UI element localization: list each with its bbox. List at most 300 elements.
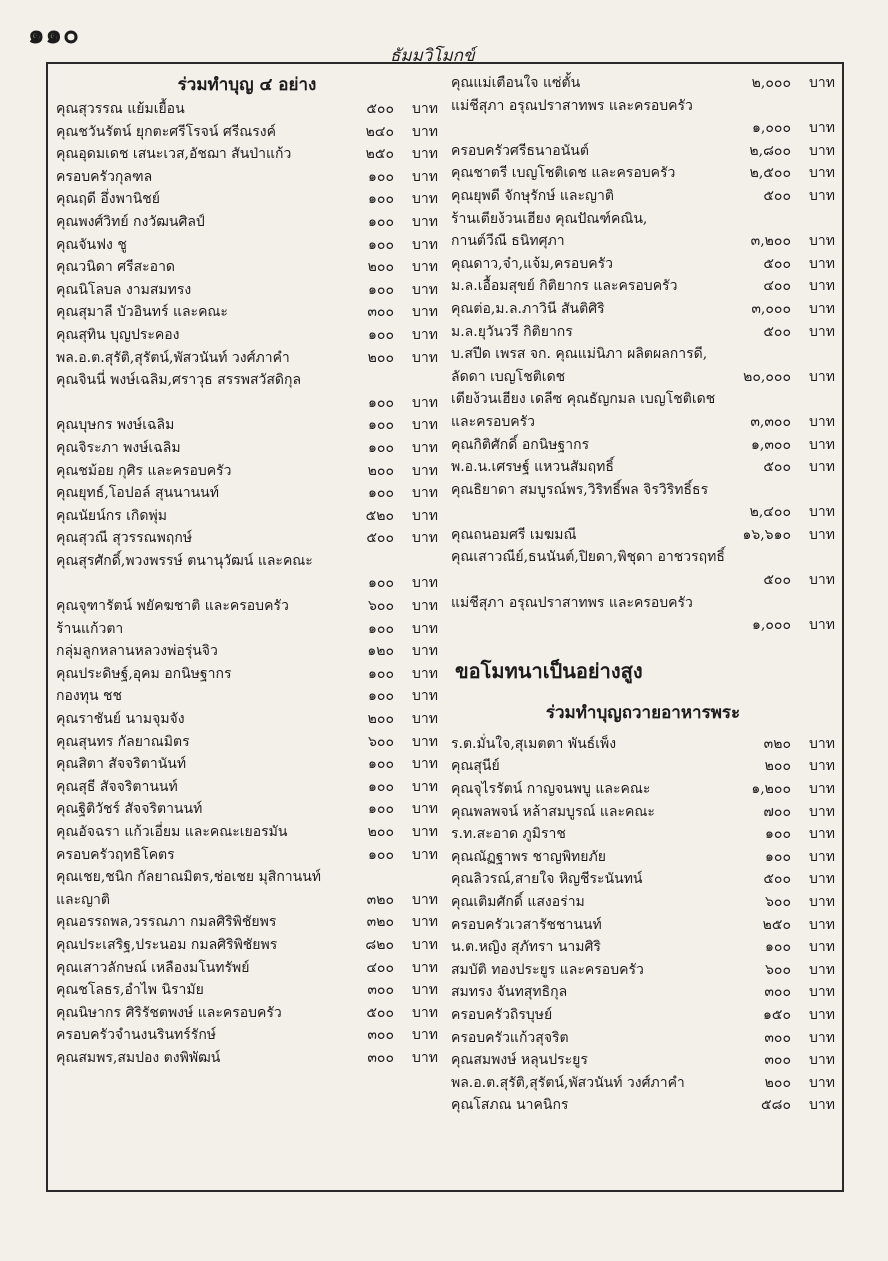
- donor-row: [451, 733, 835, 756]
- donor-name: แม่ชีสุภา อรุณปราสาทพร และครอบครัว: [451, 594, 693, 611]
- donation-amount: ๖๐๐: [765, 894, 791, 910]
- donor-row: [451, 868, 835, 891]
- donor-row: [451, 914, 835, 937]
- donation-amount: ๒,๘๐๐: [749, 142, 791, 159]
- donation-amount: ๑๐๐: [368, 236, 394, 253]
- donor-name: ลัดดา เบญโชติเดช: [451, 368, 566, 385]
- donor-row: [56, 301, 438, 324]
- donation-amount: ๓๐๐: [367, 1049, 394, 1066]
- donor-name: คุณแม่เตือนใจ แซ่ตั้น: [451, 75, 581, 91]
- donor-name: คุณเชย,ชนิก กัลยาณมิตร,ช่อเชย มุสิกานนท์: [56, 869, 322, 886]
- donor-row: [56, 618, 438, 641]
- donor-row: [56, 550, 438, 573]
- donor-name: สมบัติ ทองประยูร และครอบครัว: [451, 961, 644, 978]
- donor-name: คุณฐิติวัชร์ สัจจริตานนท์: [56, 801, 203, 818]
- donation-amount: ๑๐๐: [368, 846, 394, 863]
- four-merits-heading: ร่วมทำบุญ ๔ อย่าง: [177, 75, 317, 95]
- currency-unit: บาท: [809, 233, 835, 250]
- donor-row: [451, 569, 835, 592]
- currency-unit: บาท: [412, 259, 438, 276]
- currency-unit: บาท: [412, 281, 438, 298]
- currency-unit: บาท: [412, 891, 438, 908]
- donor-row: [56, 211, 438, 234]
- donor-name: คุณนิษากร ศิริรัชตพงษ์ และครอบครัว: [56, 1004, 282, 1021]
- currency-unit: บาท: [412, 191, 438, 208]
- donation-amount: ๑๖,๖๑๐: [742, 526, 791, 543]
- donor-row: [56, 957, 438, 980]
- donation-amount: ๑๐๐: [368, 191, 394, 208]
- donor-row: [56, 392, 438, 415]
- currency-unit: บาท: [412, 959, 438, 976]
- donation-amount: ๑,๓๐๐: [751, 436, 791, 453]
- donor-row: [56, 821, 438, 844]
- donation-amount: ๑๐๐: [368, 394, 394, 411]
- donor-name: ร้านแก้วตา: [56, 620, 124, 637]
- donation-amount: ๕๐๐: [763, 187, 791, 204]
- currency-unit: บาท: [809, 984, 835, 1001]
- donor-row: [451, 1027, 835, 1050]
- donor-name: คุณสุวณี สุวรรณพฤกษ์: [56, 530, 193, 547]
- currency-unit: บาท: [809, 916, 835, 933]
- donation-amount: ๒๕๐: [762, 916, 791, 933]
- donor-name: คุณราชันย์ นามจุมจัง: [56, 711, 185, 728]
- donor-name: คุณอรรถพล,วรรณภา กมลศิริพิชัยพร: [56, 914, 277, 931]
- donor-name: คุณฤดี อึ่งพานิชย์: [56, 191, 160, 208]
- donation-amount: ๒๐๐: [367, 259, 394, 276]
- donation-amount: ๑๐๐: [368, 168, 394, 185]
- donor-name: สมทรง จันทสุทธิกุล: [451, 984, 568, 1001]
- donor-name: คุณสุรศักดิ์,พวงพรรษ์ ตนานุวัฒน์ และคณะ: [56, 552, 313, 569]
- donation-amount: ๑๐๐: [765, 848, 791, 865]
- donor-row: [451, 117, 835, 140]
- donor-row: [451, 778, 835, 801]
- donor-row: [451, 72, 835, 95]
- currency-unit: บาท: [412, 1004, 438, 1021]
- donation-amount: ๖๐๐: [368, 598, 394, 615]
- donation-amount: ๒๐๐: [367, 462, 394, 479]
- donation-amount: ๑๐๐: [368, 485, 394, 502]
- donation-amount: ๑๐๐: [368, 575, 394, 592]
- donation-amount: ๕๐๐: [366, 1004, 394, 1021]
- donor-name: คุณณัฏฐาพร ชาญพิทยภัย: [451, 848, 606, 865]
- donation-amount: ๑๐๐: [368, 417, 394, 434]
- donor-row: [56, 347, 438, 370]
- donor-row: [56, 234, 438, 257]
- currency-unit: บาท: [412, 575, 438, 592]
- donor-row: [451, 1049, 835, 1072]
- donation-amount: ๕๐๐: [366, 530, 394, 547]
- donor-name: พล.อ.ต.สุรัติ,สุรัตน์,พัสวนันท์ วงศ์ภาคำ: [451, 1074, 685, 1091]
- donor-row: [451, 366, 835, 389]
- currency-unit: บาท: [412, 236, 438, 253]
- currency-unit: บาท: [412, 936, 438, 953]
- currency-unit: บาท: [809, 1074, 835, 1091]
- donor-name: กานต์วีณี ธนิทศุภา: [451, 233, 565, 250]
- currency-unit: บาท: [412, 778, 438, 795]
- donation-amount: ๓๒๐: [366, 914, 394, 931]
- donor-row: [451, 614, 835, 637]
- currency-unit: บาท: [412, 485, 438, 502]
- donor-name: และญาติ: [56, 891, 111, 908]
- donor-row: [56, 98, 438, 121]
- donor-row: [451, 592, 835, 615]
- donor-row: [56, 482, 438, 505]
- donation-amount: ๖๐๐: [765, 961, 791, 978]
- left-column: [56, 72, 438, 1070]
- donor-name: ครอบครัวจำนงนรินทร์รักษ์: [56, 1027, 217, 1044]
- currency-unit: บาท: [412, 598, 438, 615]
- donor-name: คุณถนอมศรี เมฆมณี: [451, 526, 577, 543]
- donor-row: [56, 640, 438, 663]
- donor-row: [56, 685, 438, 708]
- donation-amount: ๑๕๐: [762, 1006, 791, 1023]
- currency-unit: บาท: [412, 417, 438, 434]
- currency-unit: บาท: [809, 961, 835, 978]
- donor-row: [451, 823, 835, 846]
- donor-row: [451, 936, 835, 959]
- donation-amount: ๒๐๐: [367, 349, 394, 366]
- donor-name: กองทุน ชช: [56, 688, 122, 705]
- currency-unit: บาท: [809, 826, 835, 843]
- donation-amount: ๕๐๐: [763, 572, 791, 589]
- donor-row: [451, 208, 835, 231]
- currency-unit: บาท: [809, 459, 835, 476]
- donation-amount: ๑,๐๐๐: [752, 120, 791, 137]
- currency-unit: บาท: [412, 733, 438, 750]
- donor-name: คุณชโลธร,อำไพ นิรามัย: [56, 982, 204, 999]
- donor-name: คุณกิติศักดิ์ อกนิษฐากร: [451, 436, 590, 453]
- donor-row: [56, 256, 438, 279]
- donor-name: คุณอัจฉรา แก้วเอี่ยม และคณะเยอรมัน: [56, 824, 288, 840]
- donor-name: ร้านเตียง้วนเฮียง คุณปัณฑ์คณิน,: [451, 210, 648, 227]
- donor-row: [56, 437, 438, 460]
- donor-name: คุณสุทิน บุญประคอง: [56, 326, 180, 343]
- donor-name: คุณประเสริฐ,ประนอม กมลศิริพิชัยพร: [56, 936, 278, 953]
- currency-unit: บาท: [412, 462, 438, 479]
- donor-row: [451, 275, 835, 298]
- donor-row: [56, 143, 438, 166]
- donor-name: พ.อ.น.เศรษฐ์ แหวนสัมฤทธิ์: [451, 459, 614, 476]
- currency-unit: บาท: [809, 1052, 835, 1069]
- currency-unit: บาท: [412, 711, 438, 728]
- donor-name: คุณชวันรัตน์ ยุกตะศรีโรจน์ ศรีณรงค์: [56, 123, 276, 140]
- currency-unit: บาท: [809, 165, 835, 182]
- donation-amount: ๘๒๐: [365, 936, 394, 953]
- donor-name: ครอบครัวศรีธนาอนันต์: [451, 142, 589, 159]
- donor-name: คุณบุษกร พงษ์เฉลิม: [56, 417, 175, 434]
- currency-unit: บาท: [809, 1006, 835, 1023]
- donation-amount: ๕๐๐: [763, 255, 791, 272]
- donor-name: คุณสมพงษ์ หลุนประยูร: [451, 1052, 588, 1069]
- currency-unit: บาท: [412, 168, 438, 185]
- currency-unit: บาท: [809, 781, 835, 798]
- currency-unit: บาท: [412, 101, 438, 117]
- donor-name: คุณชม้อย กุศิร และครอบครัว: [56, 462, 232, 479]
- donation-amount: ๒๐๐: [764, 758, 791, 775]
- thanks-heading: ขอโมทนาเป็นอย่างสูง: [455, 658, 643, 683]
- donor-name: เตียง้วนเฮียง เดลีซ คุณธัญกมล เบญโชติเดช: [451, 391, 716, 408]
- donor-name: คุณโสภณ นาคนิกร: [451, 1097, 569, 1114]
- currency-unit: บาท: [809, 278, 835, 295]
- currency-unit: บาท: [809, 617, 835, 634]
- donation-amount: ๑๐๐: [368, 620, 394, 637]
- donation-amount: ๕๐๐: [763, 459, 791, 476]
- currency-unit: บาท: [809, 871, 835, 888]
- donor-row: [56, 324, 438, 347]
- currency-unit: บาท: [412, 326, 438, 343]
- donation-amount: ๗๐๐: [763, 803, 791, 820]
- currency-unit: บาท: [412, 982, 438, 999]
- currency-unit: บาท: [412, 1027, 438, 1044]
- donor-name: แม่ชีสุภา อรุณปราสาทพร และครอบครัว: [451, 97, 693, 114]
- donor-name: คุณเติมศักดิ์ แสงอร่าม: [451, 894, 585, 910]
- donor-row: [56, 776, 438, 799]
- donor-name: พล.อ.ต.สุรัติ,สุรัตน์,พัสวนันท์ วงศ์ภาคำ: [56, 349, 290, 366]
- donation-amount: ๕๒๐: [365, 507, 394, 524]
- donation-amount: ๕๘๐: [761, 1097, 791, 1114]
- donation-amount: ๑๐๐: [368, 213, 394, 230]
- donor-name: คุณนัยน์กร เกิดพุ่ม: [56, 507, 167, 524]
- donation-amount: ๒๕๐: [365, 146, 394, 163]
- donor-row: [56, 844, 438, 867]
- donor-list-frame: [46, 62, 844, 1192]
- donor-name: คุณวนิดา ศรีสะอาด: [56, 259, 176, 276]
- donor-name: คุณยุพดี จักษุรักษ์ และญาติ: [451, 187, 614, 204]
- donor-row: [451, 162, 835, 185]
- currency-unit: บาท: [809, 413, 835, 430]
- currency-unit: บาท: [809, 368, 835, 385]
- donor-row: [451, 140, 835, 163]
- donation-amount: ๒๐๐: [367, 711, 394, 728]
- currency-unit: บาท: [412, 643, 438, 660]
- donor-row: [451, 501, 835, 524]
- currency-unit: บาท: [412, 824, 438, 840]
- donor-row: [451, 846, 835, 869]
- donor-name: คุณอุดมเดช เสนะเวส,อัชฌา สันป่าแก้ว: [56, 146, 292, 163]
- donor-row: [451, 959, 835, 982]
- donor-row: [451, 456, 835, 479]
- donor-row: [56, 866, 438, 889]
- currency-unit: บาท: [412, 801, 438, 818]
- donor-row: [451, 546, 835, 569]
- donor-name: คุณสุนทร กัลยาณมิตร: [56, 733, 190, 750]
- donor-name: คุณจินนี่ พงษ์เฉลิม,ศราวุธ สรรพสวัสดิกุล: [56, 372, 302, 389]
- donor-row: [56, 911, 438, 934]
- donation-amount: ๓,๓๐๐: [750, 413, 791, 430]
- currency-unit: บาท: [412, 914, 438, 931]
- donor-name: คุณพลพจน์ หล้าสมบูรณ์ และคณะ: [451, 803, 655, 820]
- donor-name: คุณนิโลบล งามสมทรง: [56, 281, 192, 298]
- donor-name: คุณจันฟง ชู: [56, 236, 127, 253]
- currency-unit: บาท: [412, 665, 438, 682]
- currency-unit: บาท: [809, 803, 835, 820]
- donor-name: บ.สปีด เพรส จก. คุณแม่นิภา ผลิตผลการดี,: [451, 346, 708, 363]
- donation-amount: ๓,๒๐๐: [750, 233, 791, 250]
- donor-row: [451, 298, 835, 321]
- donor-row: [451, 230, 835, 253]
- donor-name: คุณสิตา สัจจริตานันท์: [56, 756, 187, 773]
- donation-amount: ๕๐๐: [763, 323, 791, 340]
- donor-row: [451, 524, 835, 547]
- donation-amount: ๑,๐๐๐: [752, 617, 791, 634]
- donor-name: ครอบครัวแก้วสุจริต: [451, 1029, 569, 1046]
- donation-amount: ๓๐๐: [764, 984, 791, 1001]
- donor-name: น.ต.หญิง สุภัทรา นามศิริ: [451, 939, 601, 956]
- donor-row: [451, 411, 835, 434]
- currency-unit: บาท: [809, 75, 835, 91]
- donor-name: คุณพงศ์วิทย์ กงวัฒนศิลป์: [56, 213, 205, 230]
- donation-amount: ๑๒๐: [367, 643, 394, 660]
- currency-unit: บาท: [809, 735, 835, 752]
- donor-name: คุณประดิษฐ์,อุคม อกนิษฐากร: [56, 665, 232, 682]
- donor-row: [56, 527, 438, 550]
- donor-row: [56, 188, 438, 211]
- donation-amount: ๑๐๐: [368, 801, 394, 818]
- donor-name: คุณจิระภา พงษ์เฉลิม: [56, 439, 181, 456]
- donor-row: [56, 505, 438, 528]
- donor-name: คุณธิยาดา สมบูรณ์พร,วิริทธิ์พล จิรวิริทธิ์ธร: [451, 481, 709, 498]
- donation-amount: ๑๐๐: [368, 665, 394, 682]
- donor-row: [56, 731, 438, 754]
- donor-name: คุณสมพร,สมปอง ตงพิพัฒน์: [56, 1049, 221, 1066]
- right-column: [451, 72, 835, 1117]
- currency-unit: บาท: [412, 123, 438, 140]
- donor-name: คุณดาว,จ๋า,แจ้ม,ครอบครัว: [451, 255, 613, 272]
- donation-amount: ๒,๕๐๐: [749, 165, 791, 182]
- currency-unit: บาท: [809, 526, 835, 543]
- donor-row: [56, 979, 438, 1002]
- donor-row: [56, 369, 438, 392]
- donor-row: [451, 755, 835, 778]
- donor-row: [56, 1047, 438, 1070]
- donation-amount: ๖๐๐: [368, 733, 394, 750]
- donor-name: คุณลิวรณ์,สายใจ หิญชีระนันทน์: [451, 871, 643, 888]
- currency-unit: บาท: [412, 213, 438, 230]
- donor-name: คุณสุวรรณ แย้มเยื้อน: [56, 101, 185, 117]
- donor-name: คุณเสาวณีย์,ธนนันต์,ปิยดา,พิชุดา อาชวรฤทธิ์: [451, 549, 725, 566]
- donor-row: [451, 891, 835, 914]
- currency-unit: บาท: [809, 300, 835, 317]
- donor-row: [56, 889, 438, 912]
- food-offering-heading: ร่วมทำบุญถวายอาหารพระ: [545, 702, 741, 723]
- donation-amount: ๒,๔๐๐: [749, 504, 791, 521]
- donor-name: คุณจุไรรัตน์ กาญจนพบู และคณะ: [451, 781, 651, 798]
- donation-amount: ๔๐๐: [366, 959, 394, 976]
- donor-row: [56, 279, 438, 302]
- donation-amount: ๓๒๐: [763, 735, 791, 752]
- currency-unit: บาท: [809, 1029, 835, 1046]
- donor-name: คุณจุฑารัตน์ พยัคฆชาติ และครอบครัว: [56, 598, 289, 615]
- left-donor-list: [56, 98, 438, 1070]
- donation-amount: ๕๐๐: [366, 101, 394, 117]
- donation-amount: ๑๐๐: [368, 688, 394, 705]
- donor-row: [56, 1002, 438, 1025]
- currency-unit: บาท: [809, 758, 835, 775]
- donor-name: ม.ล.เอื้อมสุขย์ กิติยากร และครอบครัว: [451, 278, 678, 295]
- donation-amount: ๒๐,๐๐๐: [743, 368, 791, 385]
- donor-name: ร.ต.มั่นใจ,สุเมตตา พันธ์เพ็ง: [451, 735, 617, 752]
- donation-amount: ๒,๐๐๐: [751, 75, 791, 91]
- currency-unit: บาท: [809, 939, 835, 956]
- currency-unit: บาท: [809, 255, 835, 272]
- currency-unit: บาท: [412, 620, 438, 637]
- donor-name: ครอบครัวฤทธิโคตร: [56, 846, 175, 863]
- donor-row: [56, 414, 438, 437]
- donation-amount: ๒๐๐: [764, 1074, 791, 1091]
- food-donor-list: [451, 733, 835, 1117]
- currency-unit: บาท: [412, 507, 438, 524]
- donation-amount: ๕๐๐: [763, 871, 791, 888]
- donor-row: [56, 934, 438, 957]
- donation-amount: ๑,๒๐๐: [751, 781, 791, 798]
- donor-row: [451, 95, 835, 118]
- donor-name: กลุ่มลูกหลานหลวงพ่อรุ่นจิว: [56, 643, 218, 660]
- donor-row: [451, 321, 835, 344]
- donation-amount: ๓๐๐: [764, 1029, 791, 1046]
- donor-row: [56, 460, 438, 483]
- running-head: ธัมมวิโมกข์: [390, 46, 475, 66]
- donor-name: คุณต่อ,ม.ล.ภาวินี สันติศิริ: [451, 300, 605, 317]
- donor-row: [451, 801, 835, 824]
- donor-name: คุณสุนีย์: [451, 758, 500, 775]
- currency-unit: บาท: [809, 572, 835, 589]
- donor-row: [56, 663, 438, 686]
- currency-unit: บาท: [412, 846, 438, 863]
- donor-name: และครอบครัว: [451, 413, 536, 430]
- donor-row: [451, 185, 835, 208]
- donation-amount: ๑๐๐: [368, 326, 394, 343]
- donor-row: [451, 343, 835, 366]
- currency-unit: บาท: [412, 1049, 438, 1066]
- donor-row: [451, 1072, 835, 1095]
- donor-name: คุณชาตรี เบญโชติเดช และครอบครัว: [451, 165, 676, 182]
- donation-amount: ๒๔๐: [365, 123, 394, 140]
- currency-unit: บาท: [809, 120, 835, 137]
- donor-name: คุณสุมาลี บัวอินทร์ และคณะ: [56, 304, 228, 321]
- currency-unit: บาท: [809, 1097, 835, 1114]
- donation-amount: ๓๐๐: [367, 982, 394, 999]
- currency-unit: บาท: [412, 304, 438, 321]
- donor-name: คุณสุธี สัจจริตานนท์: [56, 778, 178, 795]
- donor-row: [56, 595, 438, 618]
- page-number: ๑๑๐: [28, 20, 80, 50]
- donor-row: [451, 253, 835, 276]
- currency-unit: บาท: [809, 323, 835, 340]
- right-donor-list: [451, 72, 835, 637]
- currency-unit: บาท: [412, 756, 438, 773]
- donor-row: [56, 798, 438, 821]
- donor-name: ม.ล.ยุวันวรี กิติยากร: [451, 323, 573, 340]
- donation-amount: ๑๐๐: [368, 281, 394, 298]
- donation-amount: ๑๐๐: [765, 939, 791, 956]
- donor-row: [56, 166, 438, 189]
- donor-row: [451, 1004, 835, 1027]
- currency-unit: บาท: [412, 530, 438, 547]
- currency-unit: บาท: [809, 504, 835, 521]
- currency-unit: บาท: [809, 436, 835, 453]
- donor-row: [451, 479, 835, 502]
- donor-row: [451, 981, 835, 1004]
- donor-row: [56, 121, 438, 144]
- donation-amount: ๒๐๐: [367, 824, 394, 840]
- donor-name: คุณเสาวลักษณ์ เหลืองมโนทรัพย์: [56, 959, 250, 976]
- donor-name: ครอบครัวกุลฑล: [56, 168, 153, 185]
- donor-row: [451, 1094, 835, 1117]
- currency-unit: บาท: [412, 146, 438, 163]
- currency-unit: บาท: [412, 394, 438, 411]
- donation-amount: ๓๐๐: [764, 1052, 791, 1069]
- donor-name: ครอบครัวเวสารัชชานนท์: [451, 916, 602, 933]
